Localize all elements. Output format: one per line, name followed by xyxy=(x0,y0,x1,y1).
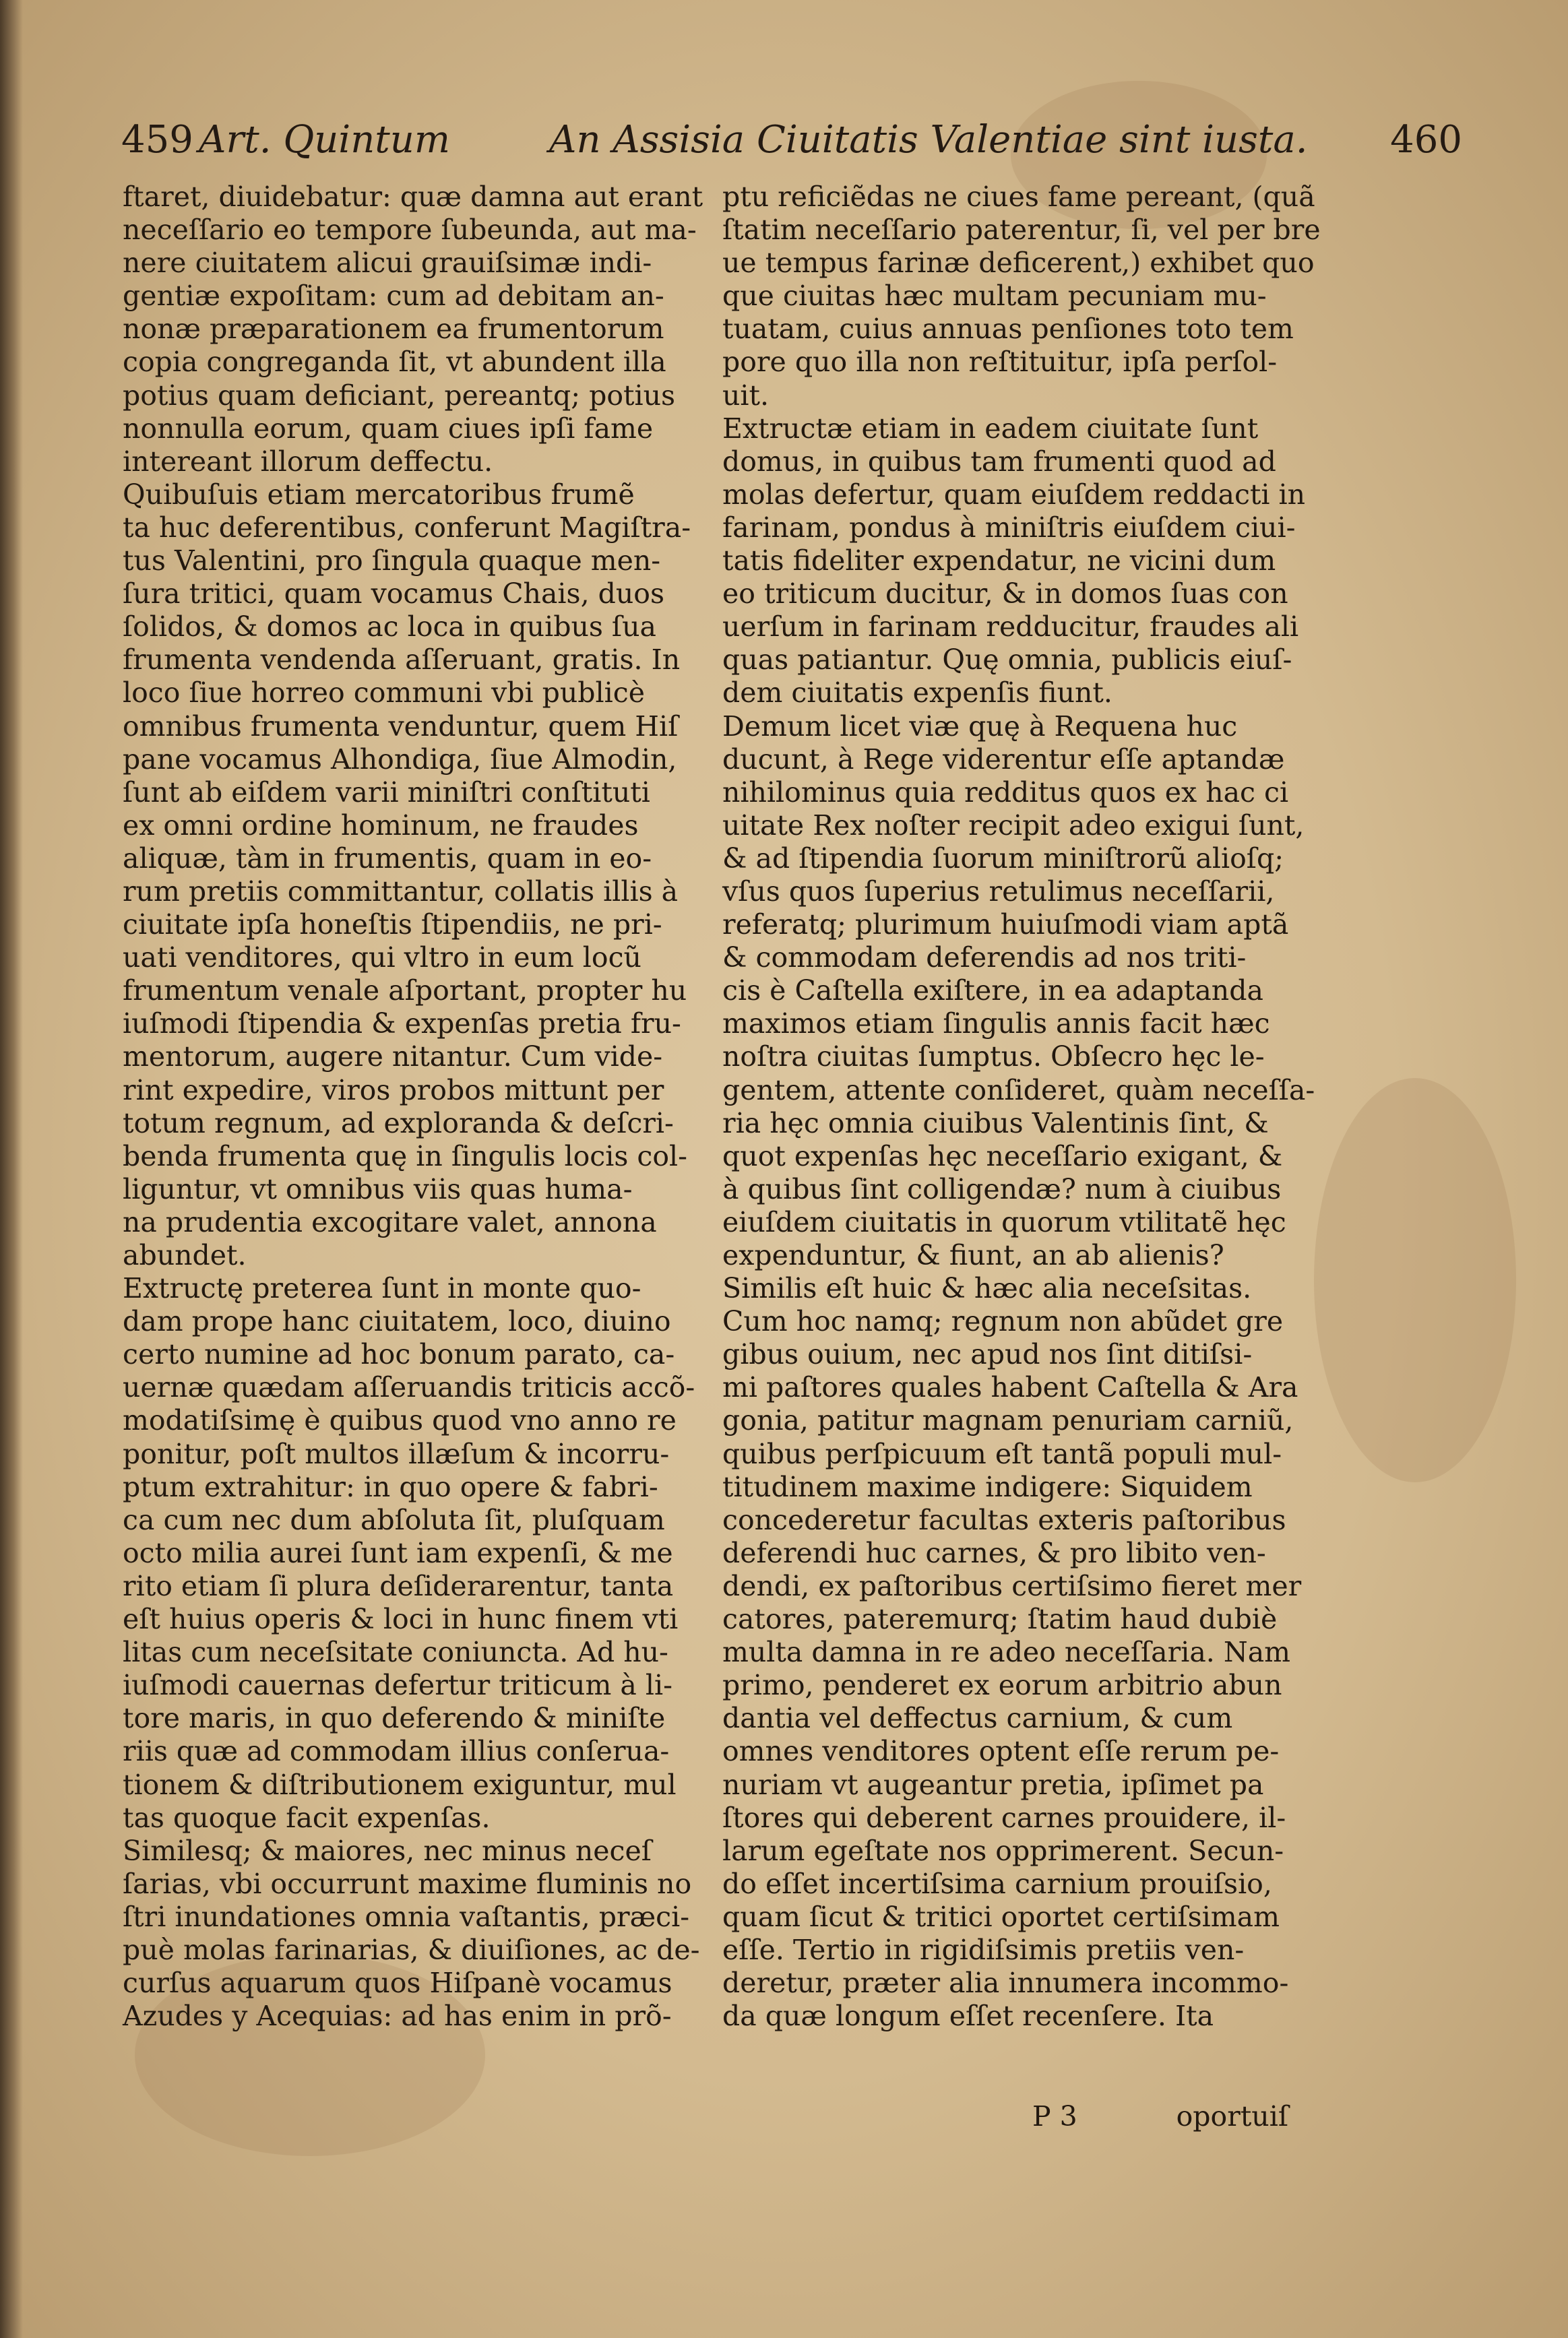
page-gutter-shadow xyxy=(0,0,23,2338)
text-line: ta huc deferentibus, conferunt Magiſtra- xyxy=(123,511,691,544)
text-line: cis è Caſtella exiſtere, in ea adaptanda xyxy=(722,974,1263,1007)
text-line: frumentum venale aſportant, propter hu xyxy=(123,974,687,1007)
text-line: ſtri inundationes omnia vaſtantis, præci- xyxy=(123,1900,690,1933)
text-line: vſus quos ſuperius retulimus neceſſarii, xyxy=(722,875,1275,908)
text-line: frumenta vendenda aſſeruant, gratis. In xyxy=(123,643,681,676)
text-line: puè molas farinarias, & diuiſiones, ac de- xyxy=(123,1933,700,1966)
text-line: Extructæ etiam in eadem ciuitate ſunt xyxy=(722,412,1259,445)
text-line: ue tempus farinæ deficerent,) exhibet quo xyxy=(722,247,1315,280)
text-line: tuatam, cuius annuas penſiones toto tem xyxy=(722,313,1294,346)
text-line: intereant illorum deffectu. xyxy=(123,445,493,478)
text-line: quam ſicut & tritici oportet certiſsimam xyxy=(722,1900,1280,1933)
paper-stain xyxy=(1314,1078,1516,1482)
text-line: Similesq; & maiores, nec minus neceſ xyxy=(123,1834,652,1867)
text-line: ſtores qui deberent carnes prouidere, il- xyxy=(722,1801,1286,1834)
text-line: dam prope hanc ciuitatem, loco, diuino xyxy=(123,1305,671,1338)
text-line: tus Valentini, pro ſingula quaque men- xyxy=(123,544,661,577)
text-line: rint expedire, viros probos mittunt per xyxy=(123,1073,664,1106)
text-line: ciuitate ipſa honeſtis ſtipendiis, ne pri- xyxy=(123,908,662,941)
catchword: oportuiſ xyxy=(1176,2100,1288,2132)
signature-mark: P 3 xyxy=(1032,2100,1077,2132)
text-line: ducunt, à Rege viderentur eſſe aptandæ xyxy=(722,743,1285,776)
text-line: uati venditores, qui vltro in eum locũ xyxy=(123,941,641,974)
text-line: na prudentia excogitare valet, annona xyxy=(123,1205,657,1238)
text-line: expenduntur, & fiunt, an ab alienis? xyxy=(722,1239,1224,1271)
text-line: modatiſsimę è quibus quod vno anno re xyxy=(123,1404,677,1437)
text-line: eſt huius operis & loci in hunc finem vti xyxy=(123,1603,679,1636)
text-line: riis quæ ad commodam illius conſerua- xyxy=(123,1735,670,1768)
text-line: uerſum in farinam redducitur, fraudes ali xyxy=(722,610,1299,643)
text-line: tionem & diſtributionem exiguntur, mul xyxy=(123,1768,677,1801)
text-line: Quibuſuis etiam mercatoribus frumẽ xyxy=(123,478,635,511)
text-line: rito etiam ſi plura deſiderarentur, tanta xyxy=(123,1569,674,1602)
text-line: dendi, ex paſtoribus certiſsimo fieret mer xyxy=(722,1569,1302,1602)
text-line: deretur, præter alia innumera incommo- xyxy=(722,1967,1289,2000)
text-line: nihilominus quia redditus quos ex hac ci xyxy=(722,776,1289,809)
text-line: titudinem maxime indigere: Siquidem xyxy=(722,1470,1253,1503)
text-line: dantia vel deffectus carnium, & cum xyxy=(722,1702,1233,1735)
text-line: tore maris, in quo deferendo & miniſte xyxy=(123,1702,666,1735)
text-line: omnes venditores optent eſſe rerum pe- xyxy=(722,1735,1280,1768)
text-line: catores, pateremurq; ſtatim haud dubiè xyxy=(722,1603,1278,1636)
text-line: molas defertur, quam eiuſdem reddacti in xyxy=(722,478,1306,511)
text-line: ſolidos, & domos ac loca in quibus ſua xyxy=(123,610,656,643)
text-line: à quibus ſint colligendæ? num à ciuibus xyxy=(722,1172,1282,1205)
text-line: larum egeſtate nos opprimerent. Secun- xyxy=(722,1834,1284,1867)
text-line: & commodam deferendis ad nos triti- xyxy=(722,941,1247,974)
text-line: ptum extrahitur: in quo opere & fabri- xyxy=(123,1470,658,1503)
text-line: ſunt ab eiſdem varii miniſtri conſtituti xyxy=(123,776,650,809)
text-line: deferendi huc carnes, & pro libito ven- xyxy=(722,1536,1266,1569)
running-title-left: Art. Quintum xyxy=(199,118,450,162)
text-line: nuriam vt augeantur pretia, ipſimet pa xyxy=(722,1768,1264,1801)
text-line: ſura tritici, quam vocamus Chais, duos xyxy=(123,577,665,610)
text-line: quot expenſas hęc neceſſario exigant, & xyxy=(722,1139,1283,1172)
text-line: Extructę preterea ſunt in monte quo- xyxy=(123,1272,641,1305)
text-line: octo milia aurei ſunt iam expenſi, & me xyxy=(123,1536,673,1569)
text-line: Azudes y Acequias: ad has enim in prõ- xyxy=(123,2000,672,2033)
text-line: ponitur, poſt multos illæſum & incorru- xyxy=(123,1437,670,1470)
page-number-right: 460 xyxy=(1390,118,1462,162)
text-line: omnibus frumenta venduntur, quem Hiſ xyxy=(123,709,679,743)
text-line: do eſſet incertiſsima carnium prouiſsio, xyxy=(722,1867,1272,1900)
text-line: dem ciuitatis expenſis fiunt. xyxy=(722,676,1112,709)
text-line: referatq; plurimum huiuſmodi viam aptã xyxy=(722,908,1289,941)
text-line: pore quo illa non reſtituitur, ipſa perſol- xyxy=(722,346,1278,379)
text-line: ftaret, diuidebatur: quæ damna aut erant xyxy=(123,181,703,213)
text-line: ſtatim neceſſario paterentur, ſi, vel per bre xyxy=(722,214,1321,247)
text-line: mentorum, augere nitantur. Cum vide- xyxy=(123,1040,663,1073)
text-line: ria hęc omnia ciuibus Valentinis ſint, & xyxy=(722,1106,1269,1139)
right-text-column xyxy=(722,181,1321,2033)
running-header xyxy=(121,118,1462,172)
text-line: eſſe. Tertio in rigidiſsimis pretiis ven- xyxy=(722,1933,1245,1966)
text-line: Cum hoc namq; regnum non abũdet gre xyxy=(722,1305,1284,1338)
text-line: noſtra ciuitas ſumptus. Obſecro hęc le- xyxy=(722,1040,1265,1073)
text-line: gentem, attente conſideret, quàm neceſſa- xyxy=(722,1073,1315,1106)
text-line: multa damna in re adeo neceſſaria. Nam xyxy=(722,1636,1291,1669)
text-line: uit. xyxy=(722,379,770,412)
text-line: da quæ longum eſſet recenſere. Ita xyxy=(722,2000,1214,2033)
text-line: neceſſario eo tempore ſubeunda, aut ma- xyxy=(123,214,697,247)
page-number-left: 459 xyxy=(121,118,193,162)
text-line: quas patiantur. Quę omnia, publicis eiuſ- xyxy=(722,643,1292,676)
text-line: tas quoque facit expenſas. xyxy=(123,1801,491,1834)
text-line: ptu reficiẽdas ne ciues fame pereant, (quã xyxy=(722,181,1315,213)
text-line: maximos etiam ſingulis annis facit hæc xyxy=(722,1007,1270,1040)
text-line: ca cum nec dum abſoluta ſit, pluſquam xyxy=(123,1503,665,1536)
text-line: iuſmodi cauernas defertur triticum à li- xyxy=(123,1669,672,1702)
text-line: abundet. xyxy=(123,1239,247,1271)
text-line: benda frumenta quę in ſingulis locis col- xyxy=(123,1139,688,1172)
text-line: litas cum neceſsitate coniuncta. Ad hu- xyxy=(123,1636,668,1669)
text-line: nere ciuitatem alicui grauiſsimæ indi- xyxy=(123,247,652,280)
text-line: ſarias, vbi occurrunt maxime fluminis no xyxy=(123,1867,692,1900)
text-line: farinam, pondus à miniſtris eiuſdem ciui- xyxy=(722,511,1296,544)
left-text-column xyxy=(123,181,703,2033)
text-line: aliquæ, tàm in frumentis, quam in eo- xyxy=(123,842,652,875)
text-line: mi paſtores quales habent Caſtella & Ara xyxy=(722,1371,1298,1404)
text-line: rum pretiis committantur, collatis illis à xyxy=(123,875,679,908)
text-line: concederetur facultas exteris paſtoribus xyxy=(722,1503,1286,1536)
text-line: & ad ſtipendia ſuorum miniſtrorũ alioſq; xyxy=(722,842,1284,875)
running-title-right: An Assisia Ciuitatis Valentiae sint iusta. xyxy=(549,118,1308,162)
text-line: Similis eſt huic & hæc alia neceſsitas. xyxy=(722,1272,1252,1305)
text-line: domus, in quibus tam frumenti quod ad xyxy=(722,445,1276,478)
text-line: uitate Rex noſter recipit adeo exigui ſunt, xyxy=(722,809,1305,842)
text-line: potius quam deficiant, pereantq; potius xyxy=(123,379,676,412)
text-line: pane vocamus Alhondiga, ſiue Almodin, xyxy=(123,743,677,776)
text-line: uernæ quædam aſſeruandis triticis accõ- xyxy=(123,1371,695,1404)
text-line: nonnulla eorum, quam ciues ipſi fame xyxy=(123,412,654,445)
text-line: totum regnum, ad exploranda & deſcri- xyxy=(123,1106,674,1139)
text-line: tatis fideliter expendatur, ne vicini dum xyxy=(722,544,1276,577)
text-line: liguntur, vt omnibus viis quas huma- xyxy=(123,1172,633,1205)
text-line: primo, penderet ex eorum arbitrio abun xyxy=(722,1669,1282,1702)
text-line: certo numine ad hoc bonum parato, ca- xyxy=(123,1338,675,1371)
text-line: nonæ præparationem ea frumentorum xyxy=(123,313,664,346)
text-line: ex omni ordine hominum, ne fraudes xyxy=(123,809,639,842)
page-footer xyxy=(1032,2100,1288,2134)
text-line: loco ſiue horreo communi vbi publicè xyxy=(123,676,645,709)
text-line: que ciuitas hæc multam pecuniam mu- xyxy=(722,280,1267,313)
text-line: gibus ouium, nec apud nos ſint ditiſsi- xyxy=(722,1338,1253,1371)
text-line: iuſmodi ſtipendia & expenſas pretia fru- xyxy=(123,1007,681,1040)
text-line: curſus aquarum quos Hiſpanè vocamus xyxy=(123,1967,672,2000)
text-line: Demum licet viæ quę à Requena huc xyxy=(722,709,1238,743)
text-line: gonia, patitur magnam penuriam carniũ, xyxy=(722,1404,1294,1437)
text-line: gentiæ expoſitam: cum ad debitam an- xyxy=(123,280,664,313)
text-line: quibus perſpicuum eſt tantã populi mul- xyxy=(722,1437,1282,1470)
text-line: eiuſdem ciuitatis in quorum vtilitatẽ hęc xyxy=(722,1205,1286,1238)
text-line: eo triticum ducitur, & in domos ſuas con xyxy=(722,577,1288,610)
text-line: copia congreganda ſit, vt abundent illa xyxy=(123,346,666,379)
